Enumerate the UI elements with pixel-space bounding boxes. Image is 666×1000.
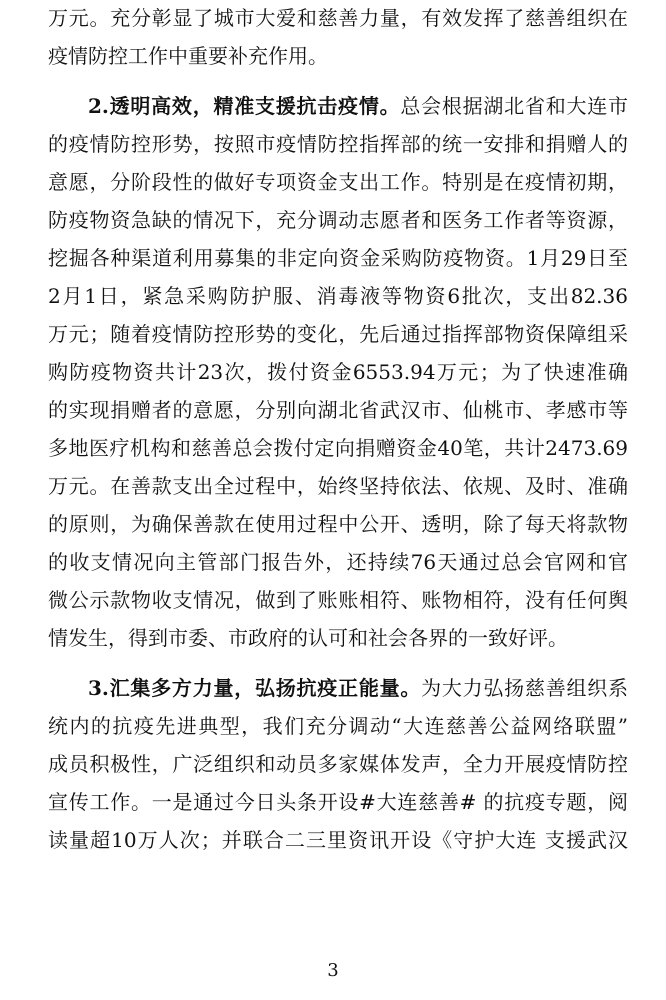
paragraph-line: 情发生，得到市委、市政府的认可和社会各界的一致好评。 xyxy=(48,626,568,650)
paragraph-line: 的收支情况向主管部门报告外，还持续76天通过总会官网和官 xyxy=(48,550,628,574)
paragraph-line: 的疫情防控形势，按照市疫情防控指挥部的统一安排和捐赠人的 xyxy=(48,132,628,156)
paragraph-line: 万元；随着疫情防控形势的变化，先后通过指挥部物资保障组采 xyxy=(48,322,628,346)
paragraph-line: 防疫物资急缺的情况下，充分调动志愿者和医务工作者等资源， xyxy=(48,208,628,232)
section-2-first-line xyxy=(88,94,628,118)
section-3-heading: 3.汇集多方力量，弘扬抗疫正能量。 xyxy=(88,676,422,700)
section-3-first-line xyxy=(88,676,628,700)
section-2-heading: 2.透明高效，精准支援抗击疫情。 xyxy=(88,94,401,118)
page-number: 3 xyxy=(327,960,339,981)
section-3-text: 为大力弘扬慈善组织系 xyxy=(421,676,628,700)
paragraph-line: 宣传工作。一是通过今日头条开设#大连慈善# 的抗疫专题，阅 xyxy=(48,790,628,814)
paragraph-line: 微公示款物收支情况，做到了账账相符、账物相符，没有任何舆 xyxy=(48,588,628,612)
paragraph-line: 2月1日，紧急采购防护服、消毒液等物资6批次，支出82.36 xyxy=(48,284,628,308)
paragraph-line: 意愿，分阶段性的做好专项资金支出工作。特别是在疫情初期， xyxy=(48,170,628,194)
section-2-text: 总会根据湖北省和大连市 xyxy=(400,94,628,118)
paragraph-line: 购防疫物资共计23次，拨付资金6553.94万元；为了快速准确 xyxy=(48,360,628,384)
paragraph-line: 读量超10万人次；并联合二三里资讯开设《守护大连 支援武汉 xyxy=(48,828,628,852)
paragraph-line: 成员积极性，广泛组织和动员多家媒体发声，全力开展疫情防控 xyxy=(48,752,628,776)
paragraph-line: 统内的抗疫先进典型，我们充分调动“大连慈善公益网络联盟” xyxy=(48,714,628,738)
paragraph-line: 万元。充分彰显了城市大爱和慈善力量，有效发挥了慈善组织在 xyxy=(48,6,628,30)
paragraph-line: 多地医疗机构和慈善总会拨付定向捐赠资金40笔，共计2473.69 xyxy=(48,436,628,460)
paragraph-line: 的实现捐赠者的意愿，分别向湖北省武汉市、仙桃市、孝感市等 xyxy=(48,398,628,422)
paragraph-line: 的原则，为确保善款在使用过程中公开、透明，除了每天将款物 xyxy=(48,512,628,536)
paragraph-line: 挖掘各种渠道利用募集的非定向资金采购防疫物资。1月29日至 xyxy=(48,246,628,270)
paragraph-line: 疫情防控工作中重要补充作用。 xyxy=(48,44,328,68)
paragraph-line: 万元。在善款支出全过程中，始终坚持依法、依规、及时、准确 xyxy=(48,474,628,498)
